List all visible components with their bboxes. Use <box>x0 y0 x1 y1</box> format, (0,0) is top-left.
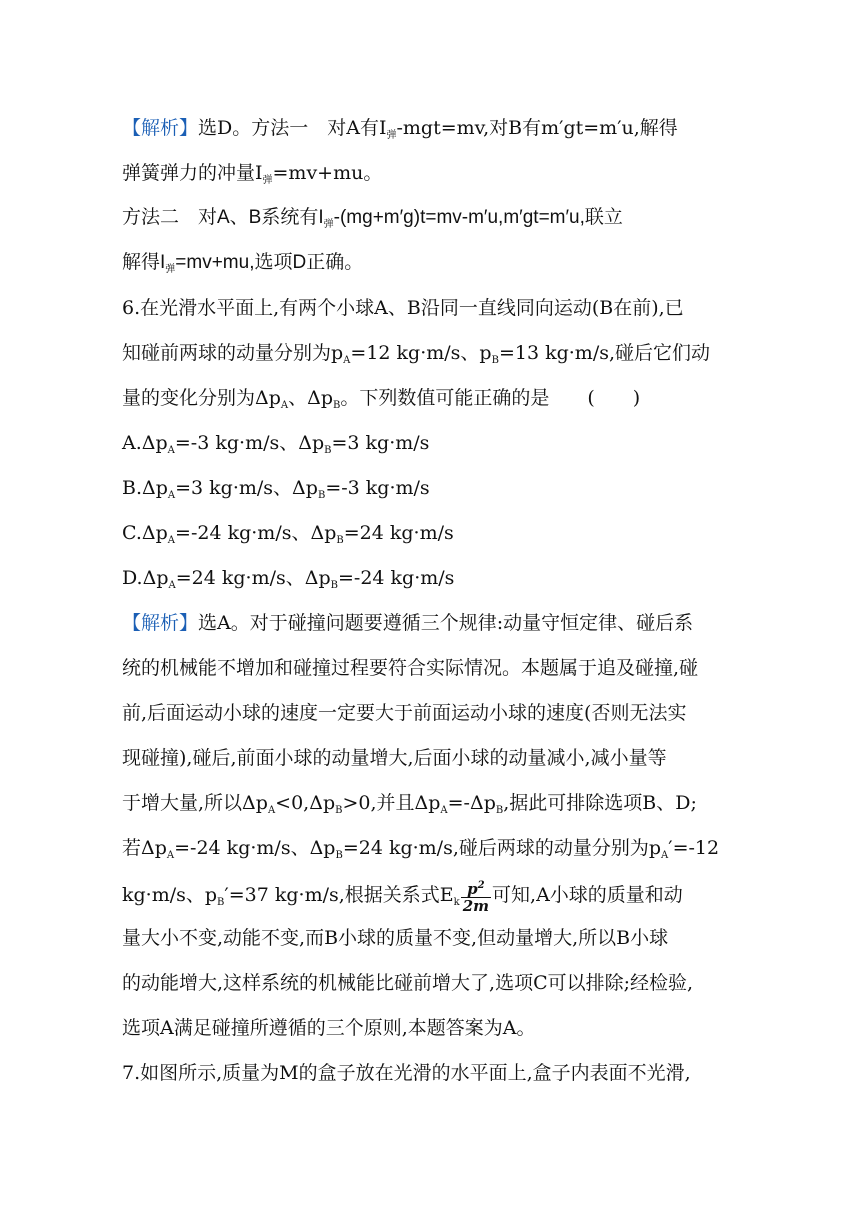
question-6-line-1: 6.在光滑水平面上,有两个小球A、B沿同一直线同向运动(B在前),已 <box>122 297 684 319</box>
analysis-q6-line-6: 若$\Delta p_A=-24$ kg·m/s、$\Delta p_B=24$ kg·m/s,碰后两球的动量分别为$p_A'=-12$ <box>122 837 720 861</box>
analysis-tag: 【解析】 <box>122 117 199 139</box>
analysis-q5-line-4: 解得$I_弹=mv+mu$,选项D正确。 <box>122 252 364 275</box>
analysis-q6-line-9: 的动能增大,这样系统的机械能比碰前增大了,选项C可以排除;经检验, <box>122 972 694 994</box>
analysis-q6-line-1: 【解析】选A。对于碰撞问题要遵循三个规律:动量守恒定律、碰后系 <box>122 612 694 634</box>
analysis-q6-line-7: kg·m/s、$p_B'=37$ kg·m/s,根据关系式$E_k$ $\frac{p^2}{2m}$ 可知,A小球的质量和动 <box>122 880 683 915</box>
question-6-line-2: 知碰前两球的动量分别为$p_A=12$ kg·m/s、$p_B=13$ kg·m/s,碰后它们动 <box>122 342 711 366</box>
analysis-q5-line-3: 方法二 对A、B系统有$I_弹-(mg+m'g)t=mv-m'u,m'gt=m'u$,联立 <box>122 207 623 230</box>
analysis-q6-line-8: 量大小不变,动能不变,而B小球的质量不变,但动量增大,所以B小球 <box>122 927 669 949</box>
analysis-q5-line-2: 弹簧弹力的冲量$I_弹=mv+mu$。 <box>122 162 383 186</box>
option-b: $B.\Delta p_A=3$ kg·m/s、$\Delta p_B=-3$ kg·m/s <box>122 477 430 501</box>
analysis-q6-line-4: 现碰撞),碰后,前面小球的动量增大,后面小球的动量减小,减小量等 <box>122 747 667 769</box>
question-7-line-1: 7.如图所示,质量为M的盒子放在光滑的水平面上,盒子内表面不光滑, <box>122 1062 691 1084</box>
option-a: $A.\Delta p_A=-3$ kg·m/s、$\Delta p_B=3$ kg·m/s <box>122 432 430 456</box>
analysis-q6-line-2: 统的机械能不增加和碰撞过程要符合实际情况。本题属于追及碰撞,碰 <box>122 657 699 679</box>
analysis-q6-line-10: 选项A满足碰撞所遵循的三个原则,本题答案为A。 <box>122 1017 536 1039</box>
option-d: $D.\Delta p_A=24$ kg·m/s、$\Delta p_B=-24$ kg·m/s <box>122 567 455 591</box>
option-c: $C.\Delta p_A=-24$ kg·m/s、$\Delta p_B=24$ kg·m/s <box>122 522 454 546</box>
analysis-q6-line-3: 前,后面运动小球的速度一定要大于前面运动小球的速度(否则无法实 <box>122 702 687 724</box>
kinetic-energy-fraction: $\frac{p^2}{2m}$ <box>462 880 490 915</box>
question-6-line-3: 量的变化分别为$\Delta p_A$、$\Delta p_B$。下列数值可能正确的是 ( ) <box>122 387 641 411</box>
analysis-q5-line-1: 【解析】选D。方法一 对A有$I_弹-mgt=mv$,对B有m′gt=m′u,解得 <box>122 117 678 141</box>
analysis-tag: 【解析】 <box>122 612 199 634</box>
analysis-q6-line-5: 于增大量,所以$\Delta p_A<0,\Delta p_B>0$,并且$\Delta p_A=-\Delta p_B$,据此可排除选项B、D; <box>122 792 697 816</box>
